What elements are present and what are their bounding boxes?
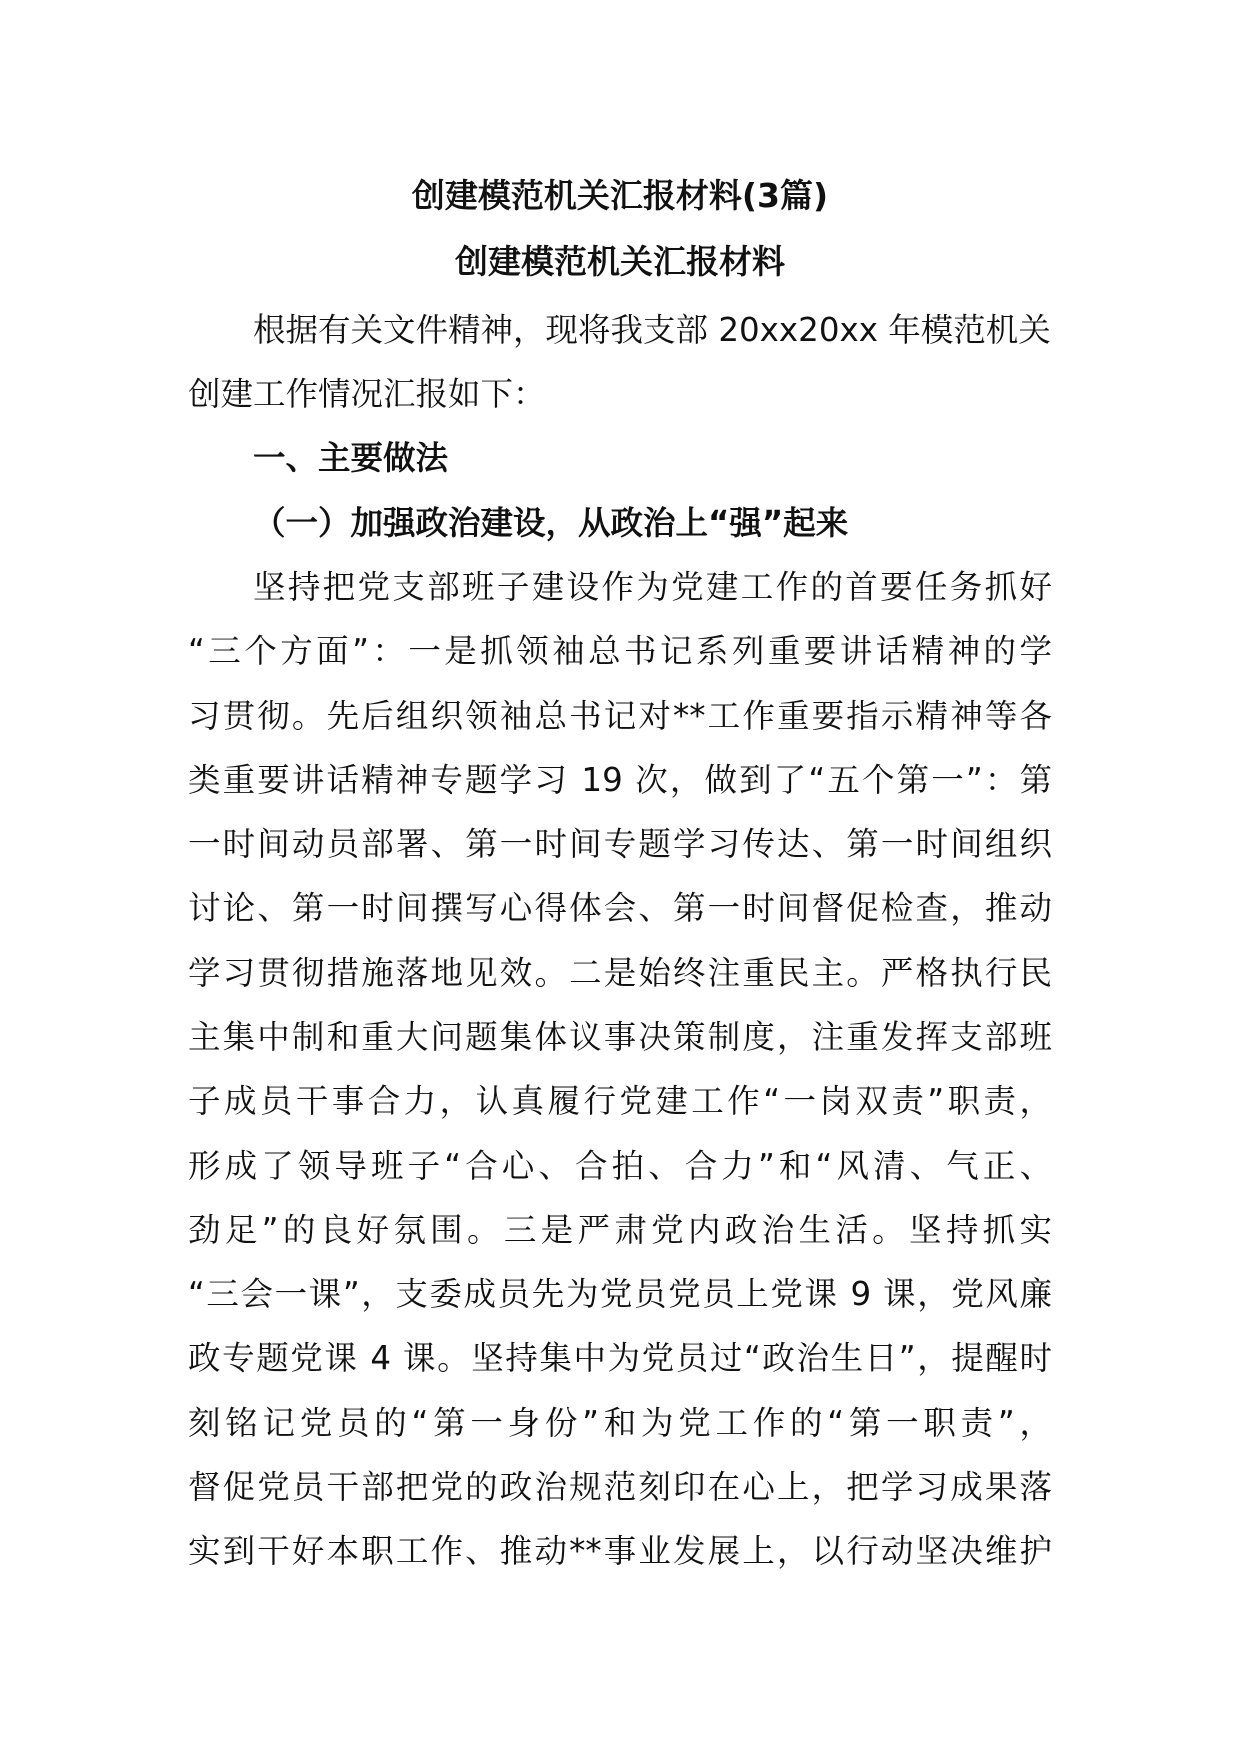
body-line: 实到干好本职工作、推动**事业发展上，以行动坚决维护 bbox=[188, 1532, 1052, 1570]
paragraph-intro-line-2: 创建工作情况汇报如下： bbox=[188, 375, 546, 413]
body-line: 类重要讲话精神专题学习 19 次，做到了“五个第一”：第 bbox=[188, 761, 1052, 799]
body-line: 劲足”的良好氛围。三是严肃党内政治生活。坚持抓实 bbox=[188, 1211, 1052, 1249]
body-line: 学习贯彻措施落地见效。二是始终注重民主。严格执行民 bbox=[188, 954, 1052, 992]
paragraph-intro-line-1: 根据有关文件精神，现将我支部 20xx20xx 年模范机关 bbox=[253, 311, 1051, 349]
body-line: 政专题党课 4 课。坚持集中为党员过“政治生日”，提醒时 bbox=[188, 1339, 1052, 1377]
body-line: 一时间动员部署、第一时间专题学习传达、第一时间组织 bbox=[188, 825, 1052, 863]
body-line: 形成了领导班子“合心、合拍、合力”和“风清、气正、 bbox=[188, 1147, 1052, 1185]
body-line: 子成员干事合力，认真履行党建工作“一岗双责”职责， bbox=[188, 1082, 1052, 1120]
body-line: 坚持把党支部班子建设作为党建工作的首要任务抓好 bbox=[253, 568, 1052, 606]
body-line: 刻铭记党员的“第一身份”和为党工作的“第一职责”， bbox=[188, 1404, 1052, 1442]
body-line: 习贯彻。先后组织领袖总书记对**工作重要指示精神等各 bbox=[188, 697, 1052, 735]
body-line: 督促党员干部把党的政治规范刻印在心上，把学习成果落 bbox=[188, 1468, 1052, 1506]
body-line: “三个方面”：一是抓领袖总书记系列重要讲话精神的学 bbox=[188, 632, 1052, 670]
body-line: 主集中制和重大问题集体议事决策制度，注重发挥支部班 bbox=[188, 1018, 1052, 1056]
subsection-heading-political-building: （一）加强政治建设，从政治上“强”起来 bbox=[253, 504, 849, 542]
document-title: 创建模范机关汇报材料(3篇) bbox=[411, 176, 829, 215]
section-heading-main-practices: 一、主要做法 bbox=[253, 439, 449, 477]
body-line: 讨论、第一时间撰写心得体会、第一时间督促检查，推动 bbox=[188, 889, 1052, 927]
body-line: “三会一课”，支委成员先为党员党员上党课 9 课，党风廉 bbox=[188, 1275, 1052, 1313]
document-subtitle: 创建模范机关汇报材料 bbox=[455, 242, 785, 281]
